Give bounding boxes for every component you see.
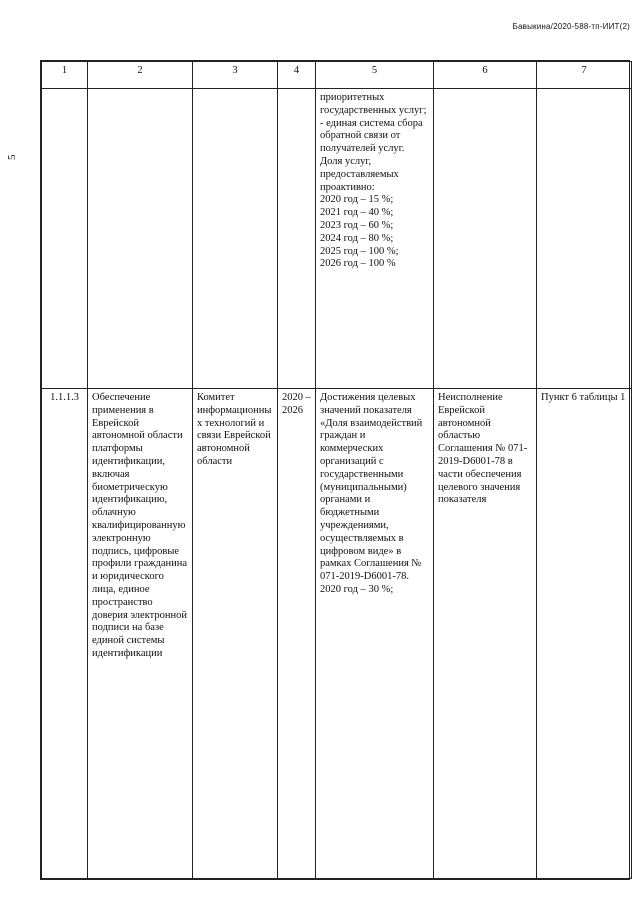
page-number: 5: [6, 154, 18, 160]
table-row: [42, 389, 632, 879]
row-number-cell: [42, 89, 88, 389]
column-header-2: 2: [88, 62, 193, 89]
period-cell: [278, 89, 316, 389]
link-cell: Пункт 6 таблицы 1: [537, 389, 632, 879]
responsible-cell: Комитет информационных технологий и связи Еврейской автономной области: [193, 389, 278, 879]
row-number-cell: 1.1.1.3: [42, 389, 88, 879]
measures-table: [41, 61, 632, 879]
column-header-1: 1: [42, 62, 88, 89]
table-row: [42, 89, 632, 389]
consequence-cell: [434, 89, 537, 389]
column-header-4: 4: [278, 62, 316, 89]
document-code: Бавыкина/2020-588-тп-ИИТ(2): [512, 22, 630, 31]
responsible-cell: [193, 89, 278, 389]
table-header-row: [42, 62, 632, 89]
measure-name-cell: Обеспечение применения в Еврейской автономной области платформы идентификации, включая биометрическую идентификацию, облачную квалифицированную электронную подпись, цифровые профили гражданина и юридического лица, единое пространство доверия электронной подписи на базе единой системы идентификации: [88, 389, 193, 879]
measure-name-cell: [88, 89, 193, 389]
measures-table-container: [40, 60, 630, 880]
column-header-7: 7: [537, 62, 632, 89]
result-cell: приоритетных государственных услуг; - единая система сбора обратной связи от получателей услуг. Доля услуг, предоставляемых проактивно: 2020 год – 15 %; 2021 год – 40 %; 2023 год – 60 %; 2024 год – 80 %; 2025 год – 100 %; 2026 год – 100 %: [316, 89, 434, 389]
result-cell: Достижения целевых значений показателя «Доля взаимодействий граждан и коммерческих организаций с государственными (муниципальными) органами и бюджетными учреждениями, осуществляемых в цифровом виде» в рамках Соглашения № 071-2019-D6001-78. 2020 год – 30 %;: [316, 389, 434, 879]
link-cell: [537, 89, 632, 389]
consequence-cell: Неисполнение Еврейской автономной областью Соглашения № 071-2019-D6001-78 в части обеспечения целевого значения показателя: [434, 389, 537, 879]
column-header-5: 5: [316, 62, 434, 89]
column-header-6: 6: [434, 62, 537, 89]
period-cell: 2020 – 2026: [278, 389, 316, 879]
column-header-3: 3: [193, 62, 278, 89]
